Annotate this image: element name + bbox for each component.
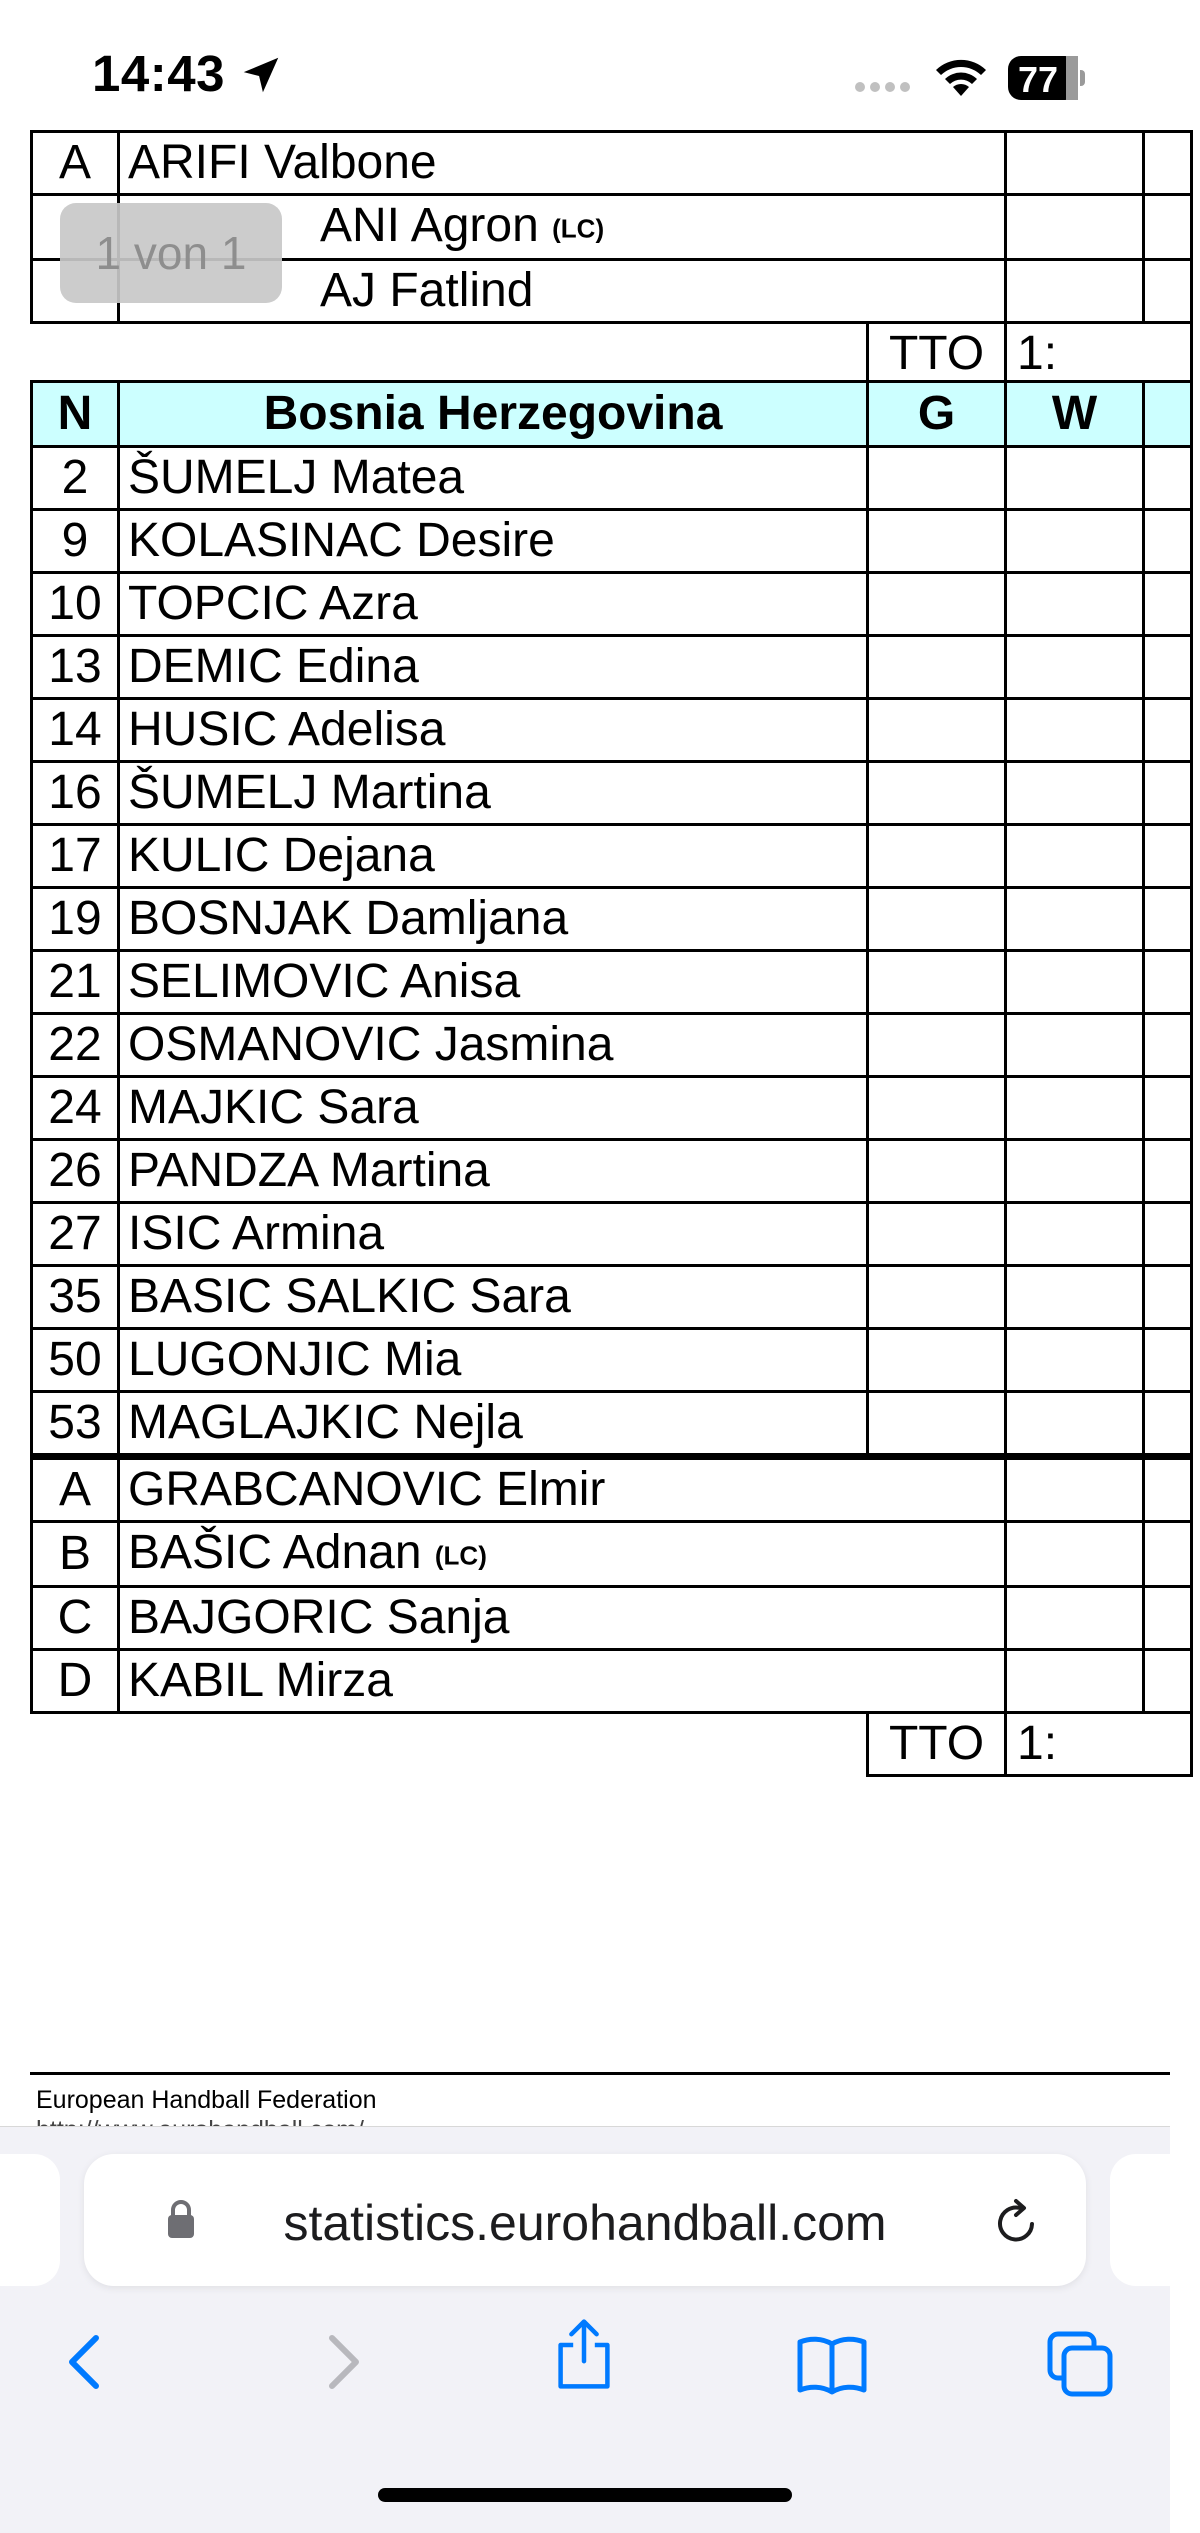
official-name: GRABCANOVIC Elmir xyxy=(119,1457,1006,1522)
back-icon[interactable] xyxy=(52,2326,124,2398)
warnings-cell xyxy=(1006,1014,1144,1077)
official-name: AJ Fatlind xyxy=(119,260,1006,323)
player-name: MAGLAJKIC Nejla xyxy=(119,1392,868,1457)
table-row xyxy=(32,951,1192,1014)
warnings-cell xyxy=(1006,762,1144,825)
official-letter: C xyxy=(32,1587,119,1650)
official-name: ARIFI Valbone xyxy=(119,132,1006,195)
location-arrow-icon xyxy=(238,52,284,98)
reload-icon[interactable] xyxy=(990,2196,1042,2248)
tto-label: TTO xyxy=(868,1713,1006,1776)
official-name: ANI Agron (LC) xyxy=(119,195,1006,260)
table-row xyxy=(32,1203,1192,1266)
player-number: 10 xyxy=(32,573,119,636)
goals-cell xyxy=(868,1014,1006,1077)
goals-cell xyxy=(868,762,1006,825)
player-name: MAJKIC Sara xyxy=(119,1077,868,1140)
player-name: ŠUMELJ Matea xyxy=(119,447,868,510)
goals-cell xyxy=(868,888,1006,951)
player-name: KULIC Dejana xyxy=(119,825,868,888)
table-row xyxy=(32,1014,1192,1077)
goals-cell xyxy=(868,1140,1006,1203)
home-indicator[interactable] xyxy=(378,2488,792,2502)
player-number: 26 xyxy=(32,1140,119,1203)
battery-level: 77 xyxy=(1017,59,1059,100)
warnings-cell xyxy=(1006,1077,1144,1140)
lc-marker: (LC) xyxy=(434,1540,487,1571)
table-row xyxy=(32,132,1192,195)
official-letter: A xyxy=(32,1457,119,1522)
cellular-signal-icon xyxy=(855,79,915,93)
player-name: ISIC Armina xyxy=(119,1203,868,1266)
warnings-cell xyxy=(1006,825,1144,888)
warnings-cell xyxy=(1006,1266,1144,1329)
warnings-cell xyxy=(1006,447,1144,510)
warnings-cell xyxy=(1006,888,1144,951)
table-row xyxy=(32,510,1192,573)
player-number: 21 xyxy=(32,951,119,1014)
player-number: 27 xyxy=(32,1203,119,1266)
page-indicator: 1 von 1 xyxy=(60,203,282,303)
goals-cell xyxy=(868,1203,1006,1266)
wifi-icon xyxy=(932,56,990,98)
player-number: 16 xyxy=(32,762,119,825)
player-name: TOPCIC Azra xyxy=(119,573,868,636)
player-number: 2 xyxy=(32,447,119,510)
player-number: 17 xyxy=(32,825,119,888)
status-bar xyxy=(0,0,1170,140)
player-name: OSMANOVIC Jasmina xyxy=(119,1014,868,1077)
player-number: 9 xyxy=(32,510,119,573)
warnings-cell xyxy=(1006,1329,1144,1392)
table-row xyxy=(32,1329,1192,1392)
tabs-icon[interactable] xyxy=(1044,2328,1116,2400)
goals-cell xyxy=(868,825,1006,888)
official-letter: D xyxy=(32,1650,119,1713)
warnings-cell xyxy=(1006,1203,1144,1266)
table-row xyxy=(32,1266,1192,1329)
player-number: 35 xyxy=(32,1266,119,1329)
tto-label: TTO xyxy=(868,323,1006,386)
tto-value: 1: xyxy=(1006,1713,1192,1776)
player-number: 22 xyxy=(32,1014,119,1077)
header-goals: G xyxy=(868,382,1006,447)
footer-organization: European Handball Federation xyxy=(36,2086,377,2114)
address-text[interactable]: statistics.eurohandball.com xyxy=(283,2195,887,2251)
table-row xyxy=(32,699,1192,762)
player-number: 50 xyxy=(32,1329,119,1392)
header-number: N xyxy=(32,382,119,447)
tto-row xyxy=(32,1713,1192,1776)
goals-cell xyxy=(868,510,1006,573)
table-row xyxy=(32,825,1192,888)
player-number: 14 xyxy=(32,699,119,762)
team-table xyxy=(30,380,1193,1777)
tto-row xyxy=(32,323,1192,386)
goals-cell xyxy=(868,1077,1006,1140)
goals-cell xyxy=(868,699,1006,762)
share-icon[interactable] xyxy=(548,2318,620,2390)
player-name: DEMIC Edina xyxy=(119,636,868,699)
forward-icon[interactable] xyxy=(304,2326,376,2398)
official-row xyxy=(32,1650,1192,1713)
table-row xyxy=(32,1392,1192,1457)
table-row xyxy=(32,1140,1192,1203)
official-row xyxy=(32,1522,1192,1587)
warnings-cell xyxy=(1006,951,1144,1014)
player-name: KOLASINAC Desire xyxy=(119,510,868,573)
goals-cell xyxy=(868,1392,1006,1457)
player-number: 53 xyxy=(32,1392,119,1457)
official-letter: A xyxy=(32,132,119,195)
goals-cell xyxy=(868,951,1006,1014)
player-name: HUSIC Adelisa xyxy=(119,699,868,762)
header-warnings: W xyxy=(1006,382,1144,447)
official-letter: B xyxy=(32,1522,119,1587)
lc-marker: (LC) xyxy=(552,213,605,244)
goals-cell xyxy=(868,1266,1006,1329)
header-team-name: Bosnia Herzegovina xyxy=(119,382,868,447)
player-name: LUGONJIC Mia xyxy=(119,1329,868,1392)
official-name: KABIL Mirza xyxy=(119,1650,1006,1713)
goals-cell xyxy=(868,1329,1006,1392)
clock: 14:43 xyxy=(92,45,225,102)
table-row xyxy=(32,573,1192,636)
goals-cell xyxy=(868,573,1006,636)
player-name: BOSNJAK Damljana xyxy=(119,888,868,951)
player-number: 19 xyxy=(32,888,119,951)
player-name: BASIC SALKIC Sara xyxy=(119,1266,868,1329)
warnings-cell xyxy=(1006,699,1144,762)
table-row xyxy=(32,888,1192,951)
footer-divider xyxy=(30,2072,1170,2075)
bookmarks-icon[interactable] xyxy=(796,2328,868,2400)
player-number: 13 xyxy=(32,636,119,699)
player-number: 24 xyxy=(32,1077,119,1140)
official-row xyxy=(32,1587,1192,1650)
warnings-cell xyxy=(1006,1140,1144,1203)
table-row xyxy=(32,447,1192,510)
warnings-cell xyxy=(1006,636,1144,699)
official-name: BAJGORIC Sanja xyxy=(119,1587,1006,1650)
table-row xyxy=(32,636,1192,699)
player-name: ŠUMELJ Martina xyxy=(119,762,868,825)
goals-cell xyxy=(868,636,1006,699)
tto-value: 1: xyxy=(1006,323,1192,386)
warnings-cell xyxy=(1006,1392,1144,1457)
table-row xyxy=(32,1077,1192,1140)
player-name: PANDZA Martina xyxy=(119,1140,868,1203)
warnings-cell xyxy=(1006,573,1144,636)
official-row xyxy=(32,1457,1192,1522)
player-name: SELIMOVIC Anisa xyxy=(119,951,868,1014)
official-name: BAŠIC Adnan (LC) xyxy=(119,1522,1006,1587)
table-row xyxy=(32,762,1192,825)
warnings-cell xyxy=(1006,510,1144,573)
battery-icon xyxy=(1008,56,1084,100)
table-header xyxy=(32,382,1192,447)
goals-cell xyxy=(868,447,1006,510)
